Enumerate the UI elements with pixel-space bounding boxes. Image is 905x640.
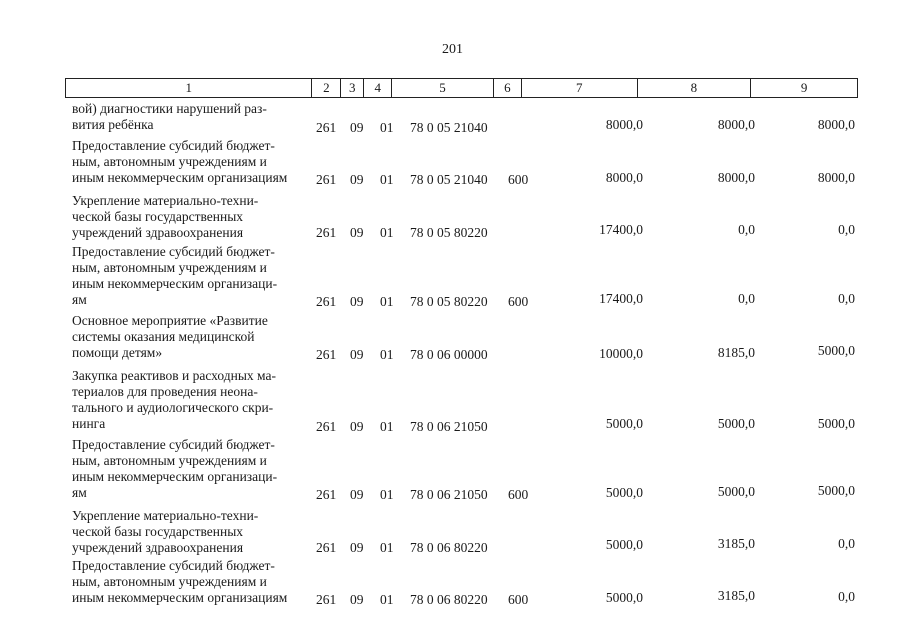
cell-col8: 3185,0 xyxy=(717,536,755,551)
desc-line: Предоставление субсидий бюджет- xyxy=(72,437,275,452)
desc-line: вития ребёнка xyxy=(72,117,154,132)
cell-col9: 5000,0 xyxy=(817,416,855,431)
cell-col7: 17400,0 xyxy=(599,222,643,237)
row-values xyxy=(0,291,905,310)
cell-section: 09 xyxy=(350,487,364,502)
cell-col9: 5000,0 xyxy=(817,483,855,498)
cell-subsection: 01 xyxy=(380,419,394,434)
cell-section: 09 xyxy=(350,120,364,135)
desc-line: ным, автономным учреждениям и xyxy=(72,453,267,468)
cell-code: 261 xyxy=(316,225,337,240)
desc-line: ным, автономным учреждениям и xyxy=(72,154,267,169)
page-number: 201 xyxy=(442,42,463,57)
cell-vr: 600 xyxy=(508,487,529,502)
header-col-8: 8 xyxy=(638,79,752,97)
cell-col9: 0,0 xyxy=(838,536,855,551)
cell-section: 09 xyxy=(350,419,364,434)
row-values xyxy=(0,483,905,503)
desc-line: учреждений здравоохранения xyxy=(72,540,244,555)
table-header xyxy=(65,78,858,98)
cell-section: 09 xyxy=(350,347,364,362)
cell-target: 78 0 06 21050 xyxy=(410,419,488,434)
cell-subsection: 01 xyxy=(380,172,394,187)
cell-code: 261 xyxy=(316,347,337,362)
cell-section: 09 xyxy=(350,294,364,309)
row-values xyxy=(0,222,905,241)
cell-col9: 0,0 xyxy=(838,222,855,237)
cell-section: 09 xyxy=(350,540,364,555)
desc-line: тального и аудиологического скри- xyxy=(72,400,274,415)
cell-subsection: 01 xyxy=(380,120,394,135)
desc-line: ным, автономным учреждениям и xyxy=(72,574,267,589)
cell-target: 78 0 05 80220 xyxy=(410,294,488,309)
desc-line: системы оказания медицинской xyxy=(72,329,255,344)
cell-target: 78 0 06 80220 xyxy=(410,592,488,607)
cell-code: 261 xyxy=(316,294,337,309)
cell-code: 261 xyxy=(316,419,337,434)
cell-code: 261 xyxy=(316,120,337,135)
desc-line: ческой базы государственных xyxy=(72,209,244,224)
cell-col7: 5000,0 xyxy=(605,485,643,500)
desc-line: териалов для проведения неона- xyxy=(72,384,258,399)
cell-subsection: 01 xyxy=(380,294,394,309)
desc-line: Закупка реактивов и расходных ма- xyxy=(72,368,276,383)
cell-col9: 8000,0 xyxy=(817,117,855,132)
cell-col8: 5000,0 xyxy=(717,484,755,499)
cell-code: 261 xyxy=(316,172,337,187)
row-values xyxy=(0,117,905,136)
desc-line: иным некоммерческим организаци- xyxy=(72,276,278,291)
cell-vr: 600 xyxy=(508,294,529,309)
row-values xyxy=(0,172,905,188)
desc-line: нинга xyxy=(72,416,106,431)
cell-vr: 600 xyxy=(508,592,529,607)
desc-line: ям xyxy=(72,292,87,307)
cell-code: 261 xyxy=(316,540,337,555)
desc-line: Основное мероприятие «Развитие xyxy=(72,313,268,328)
row-values xyxy=(0,536,905,556)
cell-code: 261 xyxy=(316,592,337,607)
cell-col9: 8000,0 xyxy=(817,170,855,185)
header-col-5: 5 xyxy=(392,79,494,97)
row-values xyxy=(0,588,905,608)
header-col-6: 6 xyxy=(494,79,522,97)
desc-line: помощи детям» xyxy=(72,345,163,360)
cell-target: 78 0 05 80220 xyxy=(410,225,488,240)
cell-col7: 10000,0 xyxy=(599,346,643,361)
cell-col7: 17400,0 xyxy=(599,291,643,306)
header-col-7: 7 xyxy=(522,79,638,97)
desc-line: иным некоммерческим организаци- xyxy=(72,469,278,484)
cell-col9: 0,0 xyxy=(838,589,855,604)
cell-subsection: 01 xyxy=(380,225,394,240)
cell-col8: 0,0 xyxy=(738,222,755,237)
cell-code: 261 xyxy=(316,487,337,502)
desc-line: Укрепление материально-техни- xyxy=(72,508,259,523)
cell-section: 09 xyxy=(350,225,364,240)
cell-col7: 5000,0 xyxy=(605,416,643,431)
cell-col7: 8000,0 xyxy=(605,117,643,132)
desc-line: Предоставление субсидий бюджет- xyxy=(72,244,275,259)
cell-target: 78 0 06 00000 xyxy=(410,347,488,362)
desc-line: Укрепление материально-техни- xyxy=(72,193,259,208)
cell-target: 78 0 05 21040 xyxy=(410,172,488,187)
cell-vr: 600 xyxy=(508,172,529,187)
desc-line: иным некоммерческим организациям xyxy=(72,170,288,185)
desc-line: вой) диагностики нарушений раз- xyxy=(72,101,267,116)
cell-target: 78 0 06 80220 xyxy=(410,540,488,555)
row-values xyxy=(0,343,905,363)
header-col-4: 4 xyxy=(364,79,392,97)
header-col-3: 3 xyxy=(341,79,364,97)
cell-col8: 0,0 xyxy=(738,291,755,306)
cell-col9: 5000,0 xyxy=(817,343,855,358)
desc-line: иным некоммерческим организациям xyxy=(72,590,288,605)
cell-col8: 8185,0 xyxy=(717,345,755,360)
cell-col8: 5000,0 xyxy=(717,416,755,431)
cell-target: 78 0 05 21040 xyxy=(410,120,488,135)
cell-target: 78 0 06 21050 xyxy=(410,487,488,502)
desc-line: учреждений здравоохранения xyxy=(72,225,244,240)
header-col-1: 1 xyxy=(66,79,312,97)
cell-col7: 8000,0 xyxy=(605,170,643,185)
cell-col8: 8000,0 xyxy=(717,170,755,185)
cell-subsection: 01 xyxy=(380,592,394,607)
row-values xyxy=(0,416,905,435)
desc-line: Предоставление субсидий бюджет- xyxy=(72,138,275,153)
cell-section: 09 xyxy=(350,592,364,607)
desc-line: ям xyxy=(72,485,87,500)
cell-col7: 5000,0 xyxy=(605,537,643,552)
cell-col7: 5000,0 xyxy=(605,590,643,605)
cell-col8: 8000,0 xyxy=(717,117,755,132)
cell-section: 09 xyxy=(350,172,364,187)
cell-subsection: 01 xyxy=(380,347,394,362)
cell-subsection: 01 xyxy=(380,487,394,502)
cell-col8: 3185,0 xyxy=(717,588,755,603)
desc-line: Предоставление субсидий бюджет- xyxy=(72,558,275,573)
cell-col9: 0,0 xyxy=(838,291,855,306)
header-col-2: 2 xyxy=(312,79,341,97)
desc-line: ческой базы государственных xyxy=(72,524,244,539)
cell-subsection: 01 xyxy=(380,540,394,555)
header-col-9: 9 xyxy=(800,80,808,95)
desc-line: ным, автономным учреждениям и xyxy=(72,260,267,275)
